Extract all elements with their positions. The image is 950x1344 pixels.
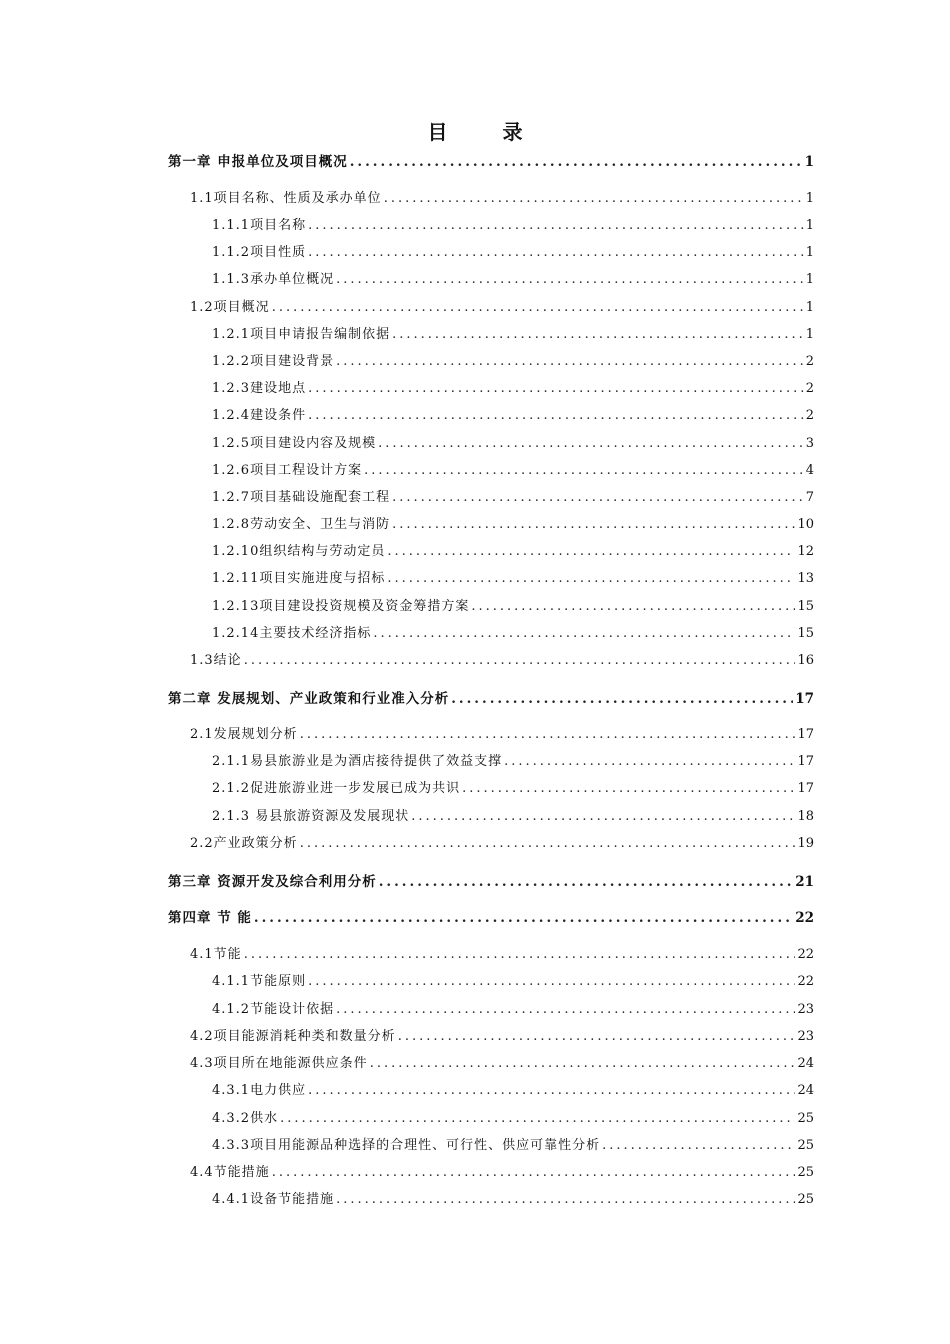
toc-entry-chapter-1[interactable] [168,151,814,173]
toc-entry-chapter-3[interactable] [168,871,814,893]
toc-page-number: 19 [797,836,814,851]
toc-page-number: 25 [797,1192,814,1207]
toc-entry-label: 1.2.5项目建设内容及规模 [212,436,377,451]
toc-page-number: 1 [805,218,814,233]
toc-entry[interactable] [212,778,814,800]
dot-leader [398,1026,796,1048]
toc-page-number: 21 [795,874,814,890]
toc-entry-label: 4.3项目所在地能源供应条件 [190,1056,368,1071]
toc-page-number: 4 [805,463,814,478]
toc-entry-label: 4.1.1节能原则 [212,974,307,989]
toc-page-number: 10 [797,517,814,532]
dot-leader [308,378,804,400]
toc-page-number: 23 [797,1002,814,1017]
toc-page-number: 16 [797,653,814,668]
toc-entry-chapter-2[interactable] [168,688,814,710]
toc-entry[interactable] [212,405,814,427]
dot-leader [451,688,793,710]
toc-page-number: 24 [797,1083,814,1098]
dot-leader [336,269,804,291]
toc-entry[interactable] [212,541,814,563]
toc-page-number: 2 [805,381,814,396]
toc-entry-label: 1.2.10组织结构与劳动定员 [212,544,386,559]
toc-page-number: 25 [797,1165,814,1180]
dot-leader [504,751,795,773]
toc-page-number: 2 [805,354,814,369]
toc-entry[interactable] [212,433,814,455]
toc-entry-label: 1.1.3承办单位概况 [212,272,335,287]
toc-entry[interactable] [212,351,814,373]
toc-page-number: 24 [797,1056,814,1071]
toc-page-number: 1 [805,245,814,260]
dot-leader [387,568,795,590]
toc-entry-label: 2.1.1易县旅游业是为酒店接待提供了效益支撑 [212,754,503,769]
toc-entry-label: 1.1项目名称、性质及承办单位 [190,191,382,206]
dot-leader [336,1189,795,1211]
toc-entry-label: 第一章 申报单位及项目概况 [168,154,348,170]
toc-entry[interactable] [212,999,814,1021]
dot-leader [308,215,804,237]
toc-entry-label: 第三章 资源开发及综合利用分析 [168,874,377,890]
toc-page-number: 23 [797,1029,814,1044]
toc-page-number: 22 [797,974,814,989]
toc-page-number: 13 [797,571,814,586]
toc-entry[interactable] [212,751,814,773]
toc-entry-label: 4.3.3项目用能源品种选择的合理性、可行性、供应可靠性分析 [212,1138,601,1153]
toc-entry[interactable] [212,623,814,645]
toc-page-number: 17 [797,781,814,796]
dot-leader [392,487,804,509]
dot-leader [411,806,795,828]
dot-leader [602,1135,795,1157]
dot-leader [308,242,804,264]
toc-entry[interactable] [212,215,814,237]
dot-leader [244,944,796,966]
toc-entry[interactable] [212,514,814,536]
toc-entry[interactable] [212,324,814,346]
toc-entry-label: 4.4节能措施 [190,1165,270,1180]
toc-page-number: 1 [804,154,814,170]
toc-entry-label: 1.2.6项目工程设计方案 [212,463,363,478]
toc-entry[interactable] [212,596,814,618]
dot-leader [280,1108,795,1130]
dot-leader [308,405,804,427]
toc-entry-label: 4.3.2供水 [212,1111,279,1126]
dot-leader [272,297,804,319]
toc-entry[interactable] [190,724,814,746]
toc-page-number: 1 [805,327,814,342]
toc-entry-label: 1.3结论 [190,653,242,668]
toc-page-number: 17 [797,754,814,769]
toc-entry-label: 1.2.7项目基础设施配套工程 [212,490,391,505]
toc-page-number: 1 [805,272,814,287]
dot-leader [384,188,804,210]
toc-page-number: 1 [805,191,814,206]
toc-entry-label: 1.2.3建设地点 [212,381,307,396]
toc-title: 目 录 [427,120,547,144]
toc-entry-label: 4.4.1设备节能措施 [212,1192,335,1207]
dot-leader [308,1080,795,1102]
dot-leader [300,724,796,746]
toc-entry[interactable] [212,568,814,590]
dot-leader [392,514,795,536]
toc-entry[interactable] [190,1026,814,1048]
dot-leader [370,1053,796,1075]
toc-page-number: 22 [795,910,814,926]
toc-page-number: 25 [797,1138,814,1153]
toc-entry[interactable] [190,833,814,855]
dot-leader [379,871,794,893]
toc-entry-label: 1.2.11项目实施进度与招标 [212,571,386,586]
toc-entry-label: 第二章 发展规划、产业政策和行业准入分析 [168,691,450,707]
dot-leader [387,541,795,563]
dot-leader [336,999,795,1021]
dot-leader [254,907,793,929]
toc-entry-label: 1.2.1项目申请报告编制依据 [212,327,391,342]
dot-leader [300,833,796,855]
toc-entry-label: 4.2项目能源消耗种类和数量分析 [190,1029,396,1044]
toc-entry[interactable] [212,269,814,291]
toc-entry[interactable] [212,1189,814,1211]
toc-page-number: 1 [805,300,814,315]
toc-page-number: 7 [805,490,814,505]
toc-entry[interactable] [190,188,814,210]
toc-page-number: 18 [797,809,814,824]
toc-entry[interactable] [212,1135,814,1157]
toc-entry[interactable] [212,971,814,993]
dot-leader [373,623,795,645]
dot-leader [392,324,804,346]
toc-entry[interactable] [212,460,814,482]
toc-entry-label: 第四章 节 能 [168,910,252,926]
toc-entry[interactable] [190,1162,814,1184]
dot-leader [471,596,795,618]
dot-leader [244,650,796,672]
toc-entry[interactable] [190,1053,814,1075]
dot-leader [272,1162,796,1184]
dot-leader [462,778,795,800]
dot-leader [378,433,804,455]
toc-page-number: 15 [797,599,814,614]
toc-entry[interactable] [190,297,814,319]
toc-page-number: 3 [805,436,814,451]
toc-entry-chapter-4[interactable] [168,907,814,929]
toc-entry-label: 1.2.4建设条件 [212,408,307,423]
toc-entry[interactable] [212,806,814,828]
toc-entry-label: 2.1.2促进旅游业进一步发展已成为共识 [212,781,461,796]
toc-entry[interactable] [212,242,814,264]
toc-entry-label: 1.2.14主要技术经济指标 [212,626,372,641]
toc-entry[interactable] [190,650,814,672]
toc-page-number: 22 [797,947,814,962]
toc-entry-label: 2.1.3 易县旅游资源及发展现状 [212,809,410,824]
toc-page-number: 12 [797,544,814,559]
toc-entry-label: 1.2.13项目建设投资规模及资金筹措方案 [212,599,470,614]
toc-entry-label: 4.3.1电力供应 [212,1083,307,1098]
toc-entry[interactable] [212,378,814,400]
toc-entry-label: 2.2产业政策分析 [190,836,298,851]
toc-entry[interactable] [190,944,814,966]
toc-entry-label: 1.1.2项目性质 [212,245,307,260]
toc-entry[interactable] [212,487,814,509]
dot-leader [308,971,795,993]
toc-entry-label: 1.2.2项目建设背景 [212,354,335,369]
dot-leader [336,351,804,373]
toc-page-number: 15 [797,626,814,641]
toc-entry-label: 4.1节能 [190,947,242,962]
dot-leader [364,460,804,482]
dot-leader [350,151,803,173]
toc-entry-label: 4.1.2节能设计依据 [212,1002,335,1017]
toc-page-number: 25 [797,1111,814,1126]
toc-page-number: 17 [795,691,814,707]
toc-page-number: 17 [797,727,814,742]
toc-entry-label: 2.1发展规划分析 [190,727,298,742]
toc-entry-label: 1.2.8劳动安全、卫生与消防 [212,517,391,532]
toc-entry[interactable] [212,1080,814,1102]
toc-entry-label: 1.1.1项目名称 [212,218,307,233]
toc-entry-label: 1.2项目概况 [190,300,270,315]
toc-entry[interactable] [212,1108,814,1130]
toc-page-number: 2 [805,408,814,423]
